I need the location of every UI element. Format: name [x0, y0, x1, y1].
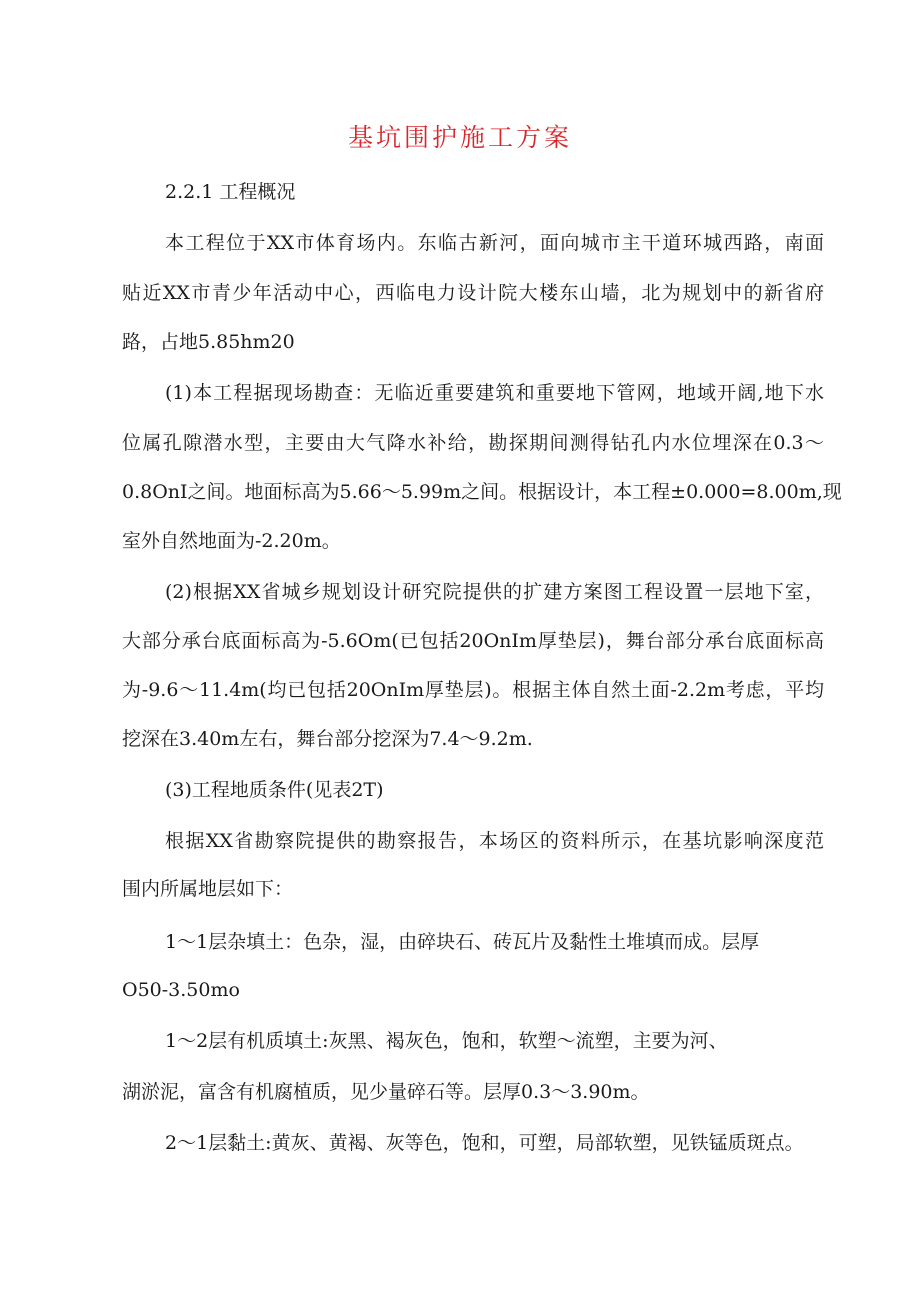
text-line: (2)根据XX省城乡规划设计研究院提供的扩建方案图工程设置一层地下室， [165, 581, 824, 603]
text-line: 室外自然地面为-2.20m。 [122, 530, 341, 552]
text-line: 本工程位于XX市体育场内。东临古新河，面向城市主干道环城西路，南面 [165, 232, 824, 254]
text-line: 根据XX省勘察院提供的勘察报告，本场区的资料所示，在基坑影响深度范 [165, 830, 824, 852]
text-line: 大部分承台底面标高为-5.6Om(已包括20OnIm厚垫层)，舞台部分承台底面标高 [122, 630, 824, 652]
text-line: 位属孔隙潜水型，主要由大气降水补给，勘探期间测得钻孔内水位埋深在0.3～ [122, 432, 824, 454]
text-line: (3)工程地质条件(见表2T) [165, 779, 384, 801]
text-line: 湖淤泥，富含有机腐植质，见少量碎石等。层厚0.3～3.90m。 [122, 1081, 650, 1103]
text-line: 0.8OnI之间。地面标高为5.66～5.99m之间。根据设计，本工程±0.000=8.00m,现 [122, 481, 842, 503]
text-line: 2～1层黏土:黄灰、黄褐、灰等色，饱和，可塑，局部软塑，见铁锰质斑点。 [165, 1132, 804, 1154]
text-line: 贴近XX市青少年活动中心，西临电力设计院大楼东山墙，北为规划中的新省府 [122, 282, 824, 304]
text-line: 为-9.6～11.4m(均已包括20OnIm厚垫层)。根据主体自然土面-2.2m考虑，平均 [122, 679, 824, 701]
text-line: 围内所属地层如下： [122, 878, 294, 900]
document-title: 基坑围护施工方案 [347, 123, 572, 152]
text-line: 路，占地5.85hm20 [122, 331, 295, 353]
text-line: 挖深在3.40m左右，舞台部分挖深为7.4～9.2m. [122, 728, 533, 750]
text-line: O50-3.50mo [122, 979, 240, 1001]
text-line: (1)本工程据现场勘查：无临近重要建筑和重要地下管网，地域开阔,地下水 [165, 382, 824, 404]
text-line: 1～2层有机质填土:灰黑、褐灰色，饱和，软塑～流塑，主要为河、 [165, 1030, 728, 1052]
section-heading: 2.2.1 工程概况 [165, 181, 296, 203]
text-line: 1～1层杂填土：色杂，湿，由碎块石、砖瓦片及黏性土堆填而成。层厚 [165, 931, 760, 953]
